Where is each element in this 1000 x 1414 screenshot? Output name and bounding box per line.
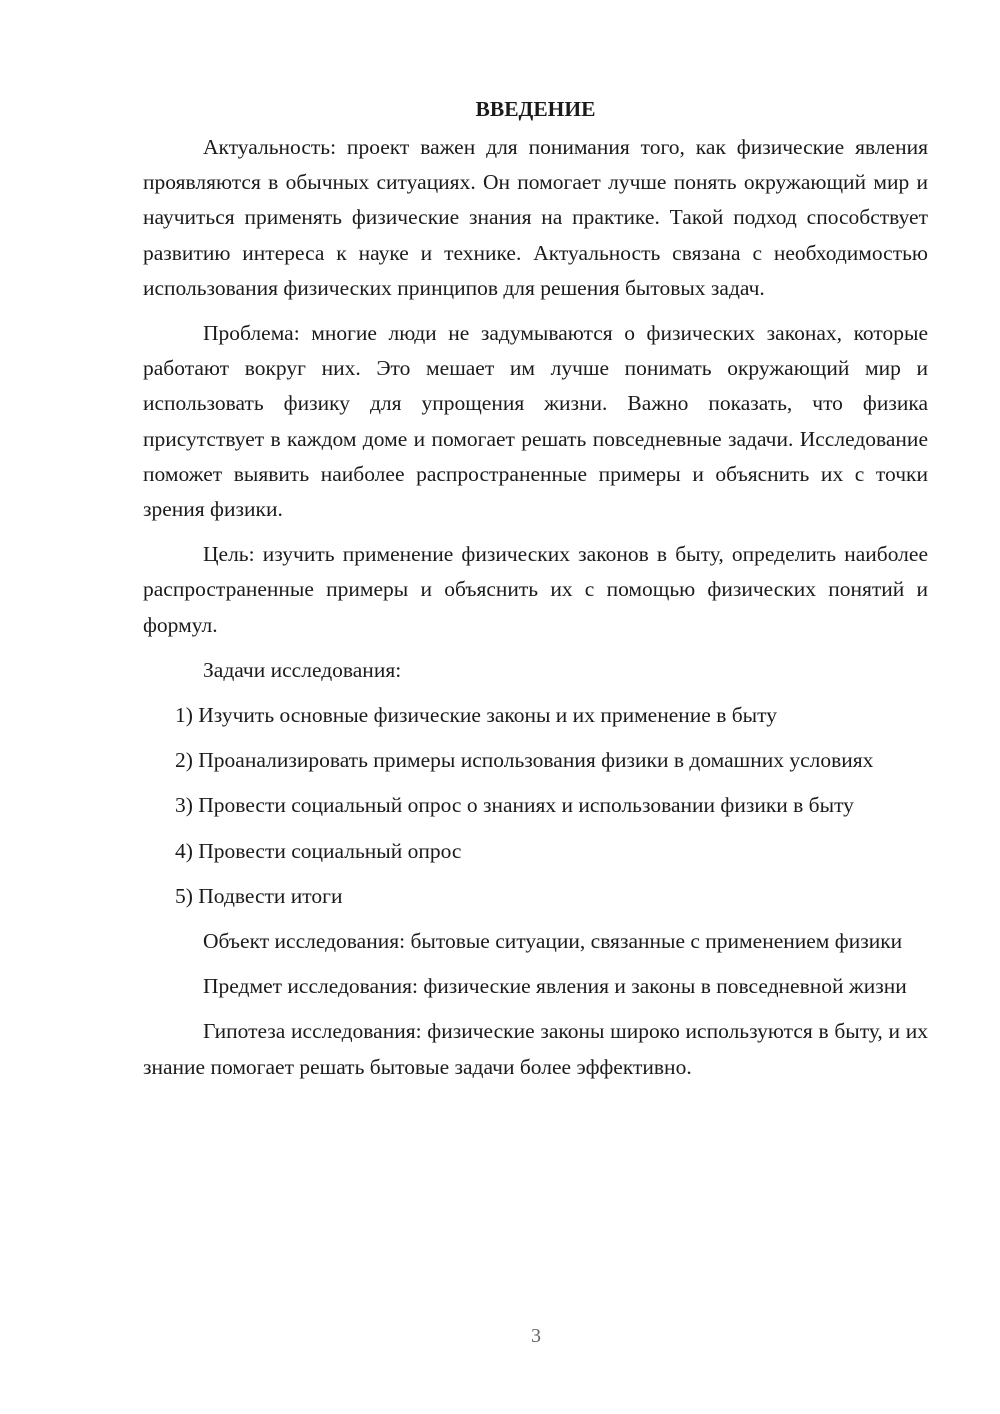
paragraph-hypothesis: Гипотеза исследования: физические законы широко используются в быту, и их знание помогает решать бытовые задачи более эффективно. bbox=[143, 1019, 928, 1079]
paragraph-object: Объект исследования: бытовые ситуации, связанные с применением физики bbox=[203, 929, 903, 954]
page-number: 3 bbox=[531, 1325, 541, 1347]
paragraph-subject: Предмет исследования: физические явления и законы в повседневной жизни bbox=[203, 974, 907, 999]
section-heading: ВВЕДЕНИЕ bbox=[475, 97, 596, 121]
tasks-intro: Задачи исследования: bbox=[203, 657, 402, 682]
task-item-5: 5) Подвести итоги bbox=[175, 883, 343, 908]
task-item-1: 1) Изучить основные физические законы и их применение в быту bbox=[175, 703, 777, 728]
task-item-4: 4) Провести социальный опрос bbox=[175, 838, 462, 863]
task-item-2: 2) Проанализировать примеры использования физики в домашних условиях bbox=[175, 748, 874, 773]
paragraph-problem: Проблема: многие люди не задумываются о физических законах, которые работают вокруг них. Это мешает им лучше понимать окружающий мир и использовать физику для упрощения жизни. Важно показать, что физика присутствует в каждом доме и помогает решать повседневные задачи. Исследование поможет выявить наиболее распространенные примеры и объяснить их с точки зрения физики. bbox=[143, 321, 928, 522]
document-page bbox=[143, 92, 928, 1095]
task-item-3: 3) Провести социальный опрос о знаниях и использовании физики в быту bbox=[175, 793, 854, 818]
paragraph-goal: Цель: изучить применение физических законов в быту, определить наиболее распространенные примеры и объяснить их с помощью физических понятий и формул. bbox=[143, 542, 928, 637]
paragraph-relevance: Актуальность: проект важен для понимания того, как физические явления проявляются в обычных ситуациях. Он помогает лучше понять окружающий мир и научиться применять физические знания на практике. Такой подход способствует развитию интереса к науке и технике. Актуальность связана с необходимостью использования физических принципов для решения бытовых задач. bbox=[143, 135, 928, 300]
